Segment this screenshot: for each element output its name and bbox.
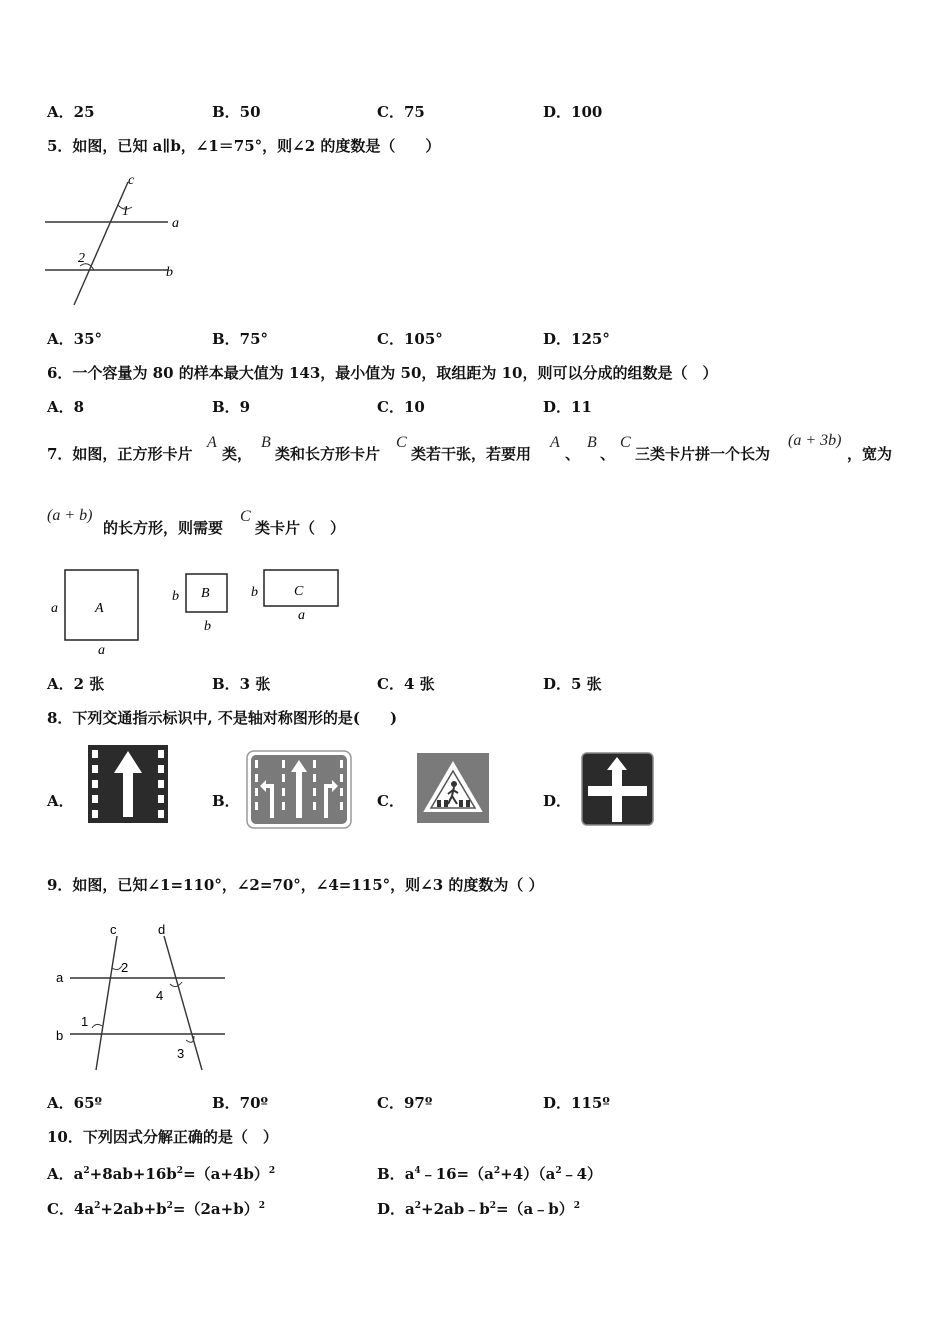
q10-option-d: D．$a^2+2ab﹣b^2=(a﹣b)^2$ xyxy=(377,1200,581,1218)
q5-label-b: b xyxy=(166,265,173,280)
q9-question: 9．如图，已知∠1=110°，∠2=70°，∠4=115°，则∠3 的度数为（ ） xyxy=(47,876,544,894)
q7-rect-c-side-label: b xyxy=(251,585,258,600)
q8-sign-b xyxy=(246,750,352,829)
q5-label-c: c xyxy=(128,173,135,188)
q7-var-c3: C xyxy=(240,508,251,525)
q9-label-2: 2 xyxy=(121,960,129,975)
q7-var-a2: A xyxy=(550,434,560,451)
q9-option-c: C．97º xyxy=(377,1094,433,1112)
q9-angle-1-arc xyxy=(92,1024,102,1028)
q7-square-a-side-label: a xyxy=(51,601,58,616)
q7-sep-2: 、 xyxy=(600,445,616,463)
q5-figure xyxy=(40,170,200,315)
q7-square-a-label: A xyxy=(95,601,104,616)
q5-option-a: A．35° xyxy=(47,330,103,348)
q8-option-c-letter: C． xyxy=(377,792,404,810)
q6-question: 6．一个容量为 80 的样本最大值为 143，最小值为 50，取组距为 10，则可以分成的组数是（ ） xyxy=(47,364,718,382)
q7-option-a: A．2 张 xyxy=(47,675,105,693)
q8-question: 8．下列交通指示标识中, 不是轴对称图形的是( ) xyxy=(47,709,398,727)
q7-square-b-label: B xyxy=(201,586,210,601)
q7-width-expr: (a + b) xyxy=(47,507,93,524)
q7-text-4: 三类卡片拼一个长为 xyxy=(635,445,771,463)
q7-rect-c-bottom-label: a xyxy=(298,608,305,623)
q9-option-b: B．70º xyxy=(212,1094,269,1112)
pedestrian-icon xyxy=(451,781,457,787)
q4-option-c: C．75 xyxy=(377,103,425,121)
q9-label-d: d xyxy=(158,922,166,937)
q7-var-b2: B xyxy=(587,434,597,451)
q6-option-a: A．8 xyxy=(47,398,85,416)
q5-line-c xyxy=(74,182,128,305)
q10-option-c: C．$4a^2+2ab+b^2=(2a+b)^2$ xyxy=(47,1200,265,1218)
q9-label-1: 1 xyxy=(81,1014,89,1029)
q7-text-1: 类， xyxy=(222,445,253,463)
q6-option-d: D．11 xyxy=(543,398,592,416)
q7-option-d: D．5 张 xyxy=(543,675,602,693)
q5-label-1: 1 xyxy=(122,204,129,219)
q6-option-b: B．9 xyxy=(212,398,251,416)
q9-label-b: b xyxy=(56,1028,64,1043)
q8-sign-d xyxy=(581,752,654,826)
q7-length-expr: (a + 3b) xyxy=(788,432,842,449)
q7-option-b: B．3 张 xyxy=(212,675,271,693)
q7-square-a-bottom-label: a xyxy=(98,643,105,658)
q7-square-b-bottom-label: b xyxy=(204,619,211,634)
q5-option-c: C．105° xyxy=(377,330,443,348)
q7-option-c: C．4 张 xyxy=(377,675,435,693)
q4-option-b: B．50 xyxy=(212,103,261,121)
q4-option-d: D．100 xyxy=(543,103,603,121)
q4-option-a: A．25 xyxy=(47,103,95,121)
q9-line-c xyxy=(96,936,117,1070)
q7-rect-c-label: C xyxy=(294,584,304,599)
q5-question: 5．如图，已知 a∥b，∠1＝75°，则∠2 的度数是（ ） xyxy=(47,137,441,155)
q9-angle-4-arc xyxy=(170,982,182,987)
q5-option-d: D．125° xyxy=(543,330,610,348)
q8-option-b-letter: B． xyxy=(212,792,240,810)
q6-option-c: C．10 xyxy=(377,398,425,416)
q8-sign-c xyxy=(417,753,489,823)
q7-sep-1: 、 xyxy=(565,445,581,463)
q7-text-6: 的长方形，则需要 xyxy=(103,519,224,537)
q5-option-b: B．75° xyxy=(212,330,269,348)
q9-option-a: A．65º xyxy=(47,1094,103,1112)
q8-option-d-letter: D． xyxy=(543,792,572,810)
q8-option-a-letter: A． xyxy=(47,792,74,810)
q10-question: 10．下列因式分解正确的是（ ） xyxy=(47,1128,278,1146)
q7-var-a: A xyxy=(207,434,217,451)
q9-figure xyxy=(50,920,240,1080)
q7-var-c2: C xyxy=(620,434,631,451)
q9-label-3: 3 xyxy=(177,1046,185,1061)
q7-var-c: C xyxy=(396,434,407,451)
q5-label-2: 2 xyxy=(78,251,85,266)
q7-text-5: ，宽为 xyxy=(847,445,893,463)
q7-figure xyxy=(45,562,355,662)
q7-text-3: 类若干张，若要用 xyxy=(411,445,532,463)
q9-label-c: c xyxy=(110,922,117,937)
q7-text-prefix: 7．如图，正方形卡片 xyxy=(47,445,193,463)
q7-text-2: 类和长方形卡片 xyxy=(275,445,381,463)
q5-label-a: a xyxy=(172,216,179,231)
q10-option-b: B．$a^4﹣16=(a^2+4)(a^2﹣4)$ xyxy=(377,1165,603,1183)
q7-text-7: 类卡片（ ） xyxy=(255,519,346,537)
q10-option-a: A．$a^2+8ab+16b^2=(a+4b)^2$ xyxy=(47,1165,276,1183)
q7-var-b: B xyxy=(261,434,271,451)
q7-square-b-side-label: b xyxy=(172,589,179,604)
q8-sign-a xyxy=(88,745,168,823)
q9-label-a: a xyxy=(56,970,64,985)
q9-label-4: 4 xyxy=(156,988,164,1003)
q9-option-d: D．115º xyxy=(543,1094,610,1112)
